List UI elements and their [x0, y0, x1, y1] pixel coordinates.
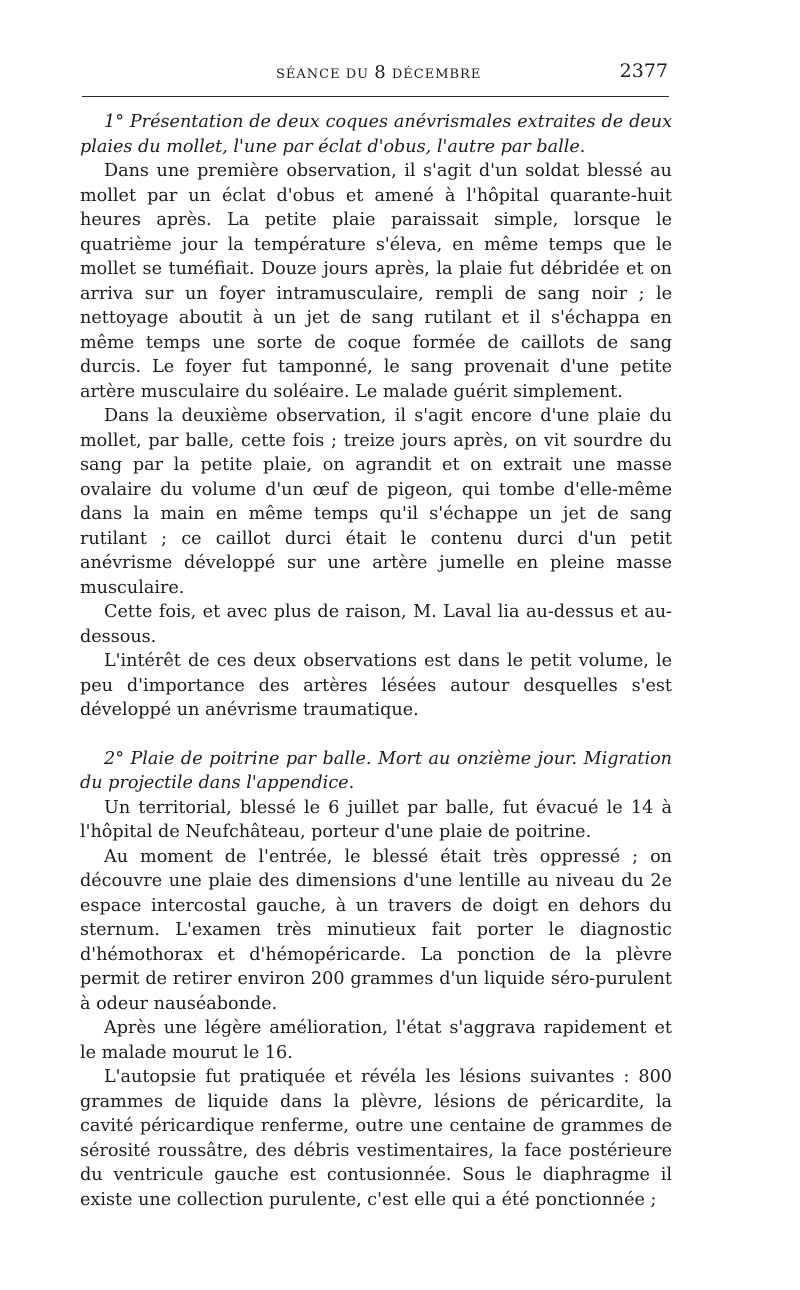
- section-2-paragraph-2: Au moment de l'entrée, le blessé était très oppressé ; on découvre une plaie des dimensions d'une lentille au niveau du 2e espace intercostal gauche, à un travers de doigt en dehors du sternum. L'examen très minutieux fait porter le diagnostic d'hémothorax et d'hémopéricarde. La ponction de la plèvre permit de retirer environ 200 grammes d'un liquide séro-purulent à odeur nauséabonde.: [80, 846, 672, 1014]
- section-1-paragraph-1: Dans une première observation, il s'agit d'un soldat blessé au mollet par un éclat d'obus et amené à l'hôpital quarante-huit heures après. La petite plaie paraissait simple, lorsque le quatrième jour la température s'éleva, en même temps que le mollet se tuméfiait. Douze jours après, la plaie fut débridée et on arriva sur un foyer intramusculaire, rempli de sang noir ; le nettoyage aboutit à un jet de sang rutilant et il s'échappa en même temps une sorte de coque formée de caillots de sang durcis. Le foyer fut tamponné, le sang provenait d'une petite artère musculaire du soléaire. Le malade guérit simplement.: [80, 161, 672, 402]
- section-2-paragraph-4: L'autopsie fut pratiquée et révéla les lésions suivantes : 800 grammes de liquide dans la plèvre, lésions de péricardite, la cavité péricardique renferme, outre une centaine de grammes de sérosité roussâtre, des débris vestimentaires, la face postérieure du ventricule gauche est contusionnée. Sous le diaphragme il existe une collection purulente, c'est elle qui a été ponctionnée ;: [80, 1067, 672, 1210]
- header-rule: [82, 96, 669, 97]
- running-head-day: 8: [374, 62, 387, 83]
- section-2-paragraph-1: Un territorial, blessé le 6 juillet par balle, fut évacué le 14 à l'hôpital de Neufchâteau, porteur d'une plaie de poitrine.: [80, 797, 672, 842]
- section-1-paragraph-2: Dans la deuxième observation, il s'agit encore d'une plaie du mollet, par balle, cette fois ; treize jours après, on vit sourdre du sang par la petite plaie, on agrandit et on extrait une masse ovalaire du volume d'un œuf de pigeon, qui tombe d'elle-même dans la main en même temps qu'il s'échappe un jet de sang rutilant ; ce caillot durci était le contenu durci d'un petit anévrisme développé sur une artère jumelle en pleine masse musculaire.: [80, 406, 672, 598]
- section-1-paragraph-4: L'intérêt de ces deux observations est dans le petit volume, le peu d'importance des artères lésées autour desquelles s'est développé un anévrisme traumatique.: [80, 651, 672, 720]
- page-header: [80, 60, 672, 86]
- running-head-month: DÉCEMBRE: [391, 67, 482, 82]
- page-number: 2377: [619, 60, 668, 82]
- section-2-paragraph-3: Après une légère amélioration, l'état s'aggrava rapidement et le malade mourut le 16.: [80, 1018, 672, 1063]
- section-2-title: 2° Plaie de poitrine par balle. Mort au onzième jour. Migration du projectile dans l'appendice.: [80, 748, 672, 793]
- section-1-title: 1° Présentation de deux coques anévrismales extraites de deux plaies du mollet, l'une par éclat d'obus, l'autre par balle.: [80, 112, 672, 157]
- section-1-paragraph-3: Cette fois, et avec plus de raison, M. Laval lia au-dessus et au-dessous.: [80, 602, 672, 647]
- running-head: [276, 62, 481, 83]
- running-head-prefix: SÉANCE DU: [276, 67, 370, 82]
- body-text: [80, 110, 672, 1212]
